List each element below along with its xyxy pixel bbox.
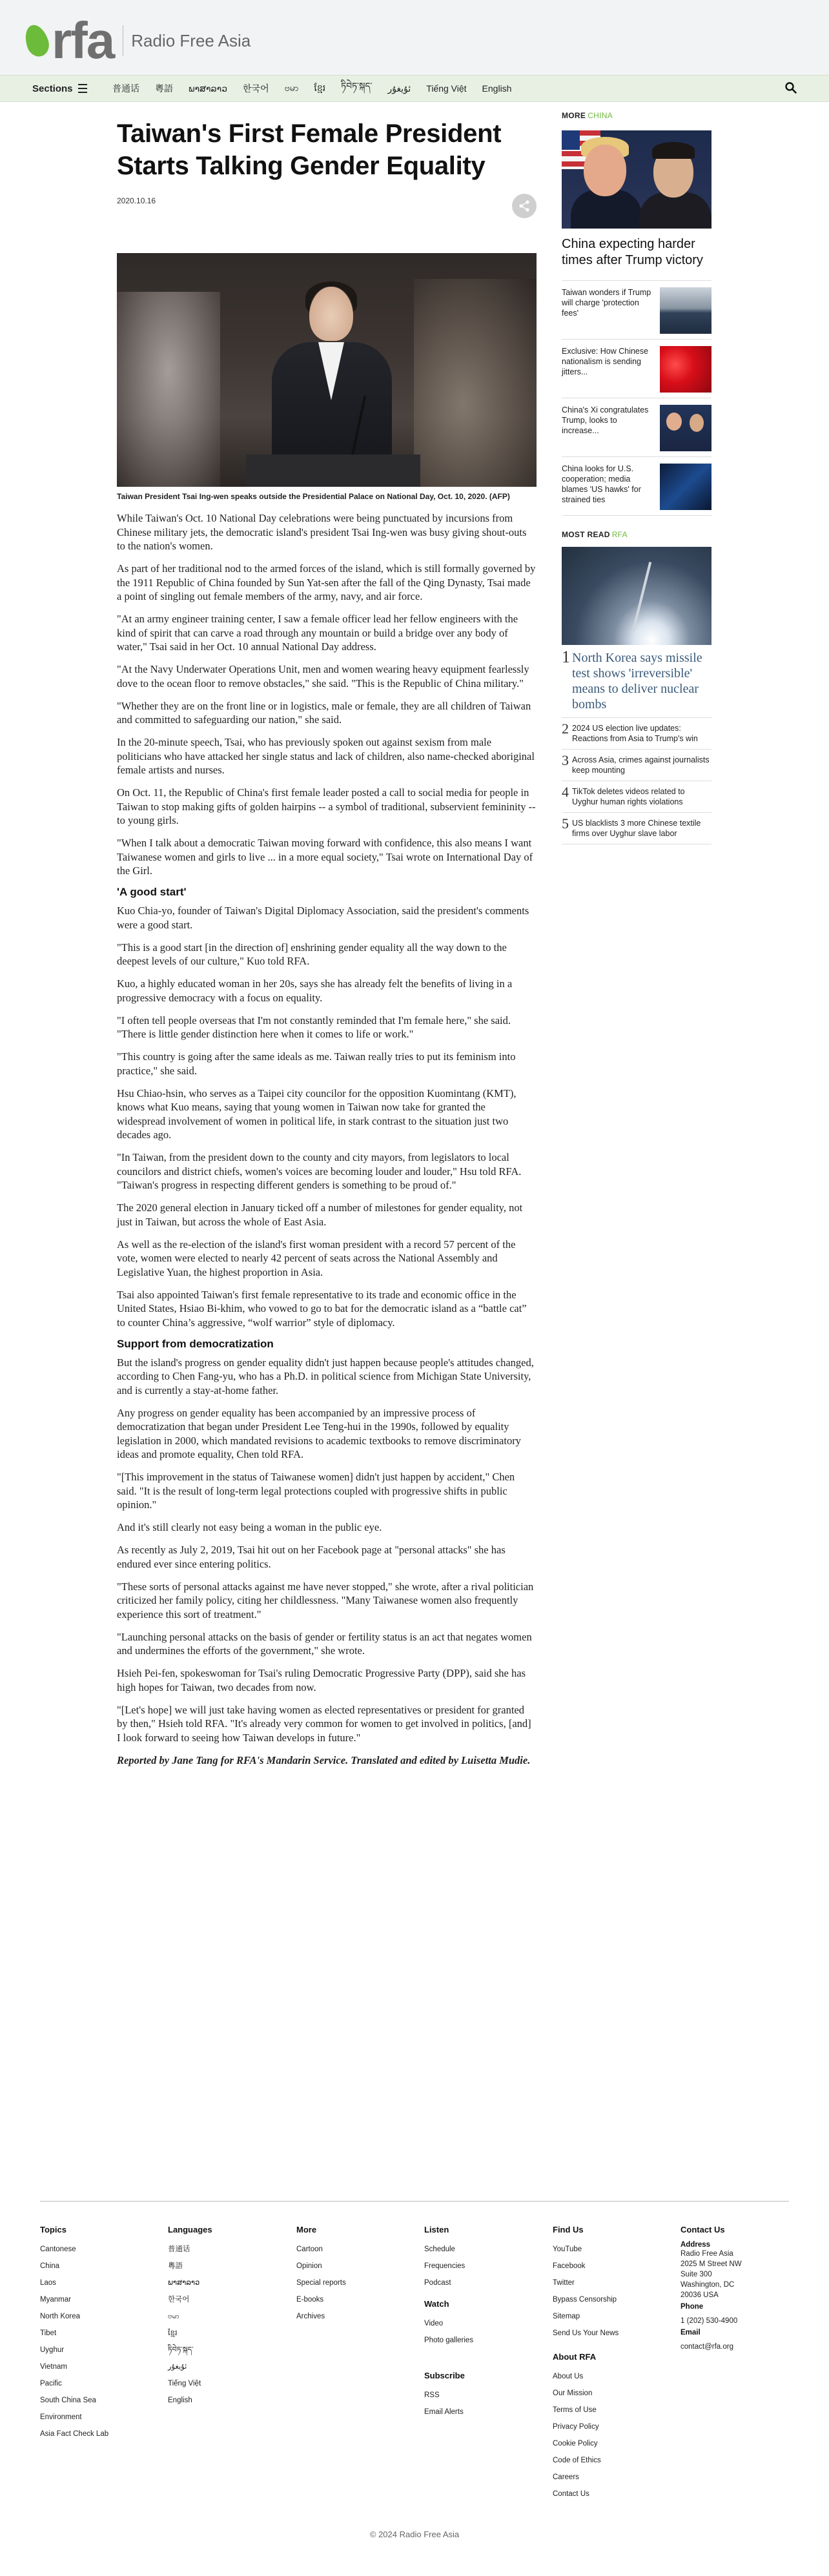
related-story[interactable] — [562, 340, 711, 398]
more-sub-label: CHINA — [588, 111, 613, 120]
most-read-item[interactable] — [562, 750, 711, 781]
section-heading: 'A good start' — [117, 886, 187, 898]
article-paragraph: "At the Navy Underwater Operations Unit, men and women wearing heavy equipment fearlessly dove to the ocean floor to remove obstacles," she said. "This is the Republic of China military." — [117, 663, 529, 690]
footer-heading: About RFA — [553, 2352, 597, 2362]
article-meta — [117, 194, 537, 222]
article-credit: Reported by Jane Tang for RFA's Mandarin Service. Translated and edited by Luisetta Mudie. — [117, 1753, 531, 1766]
site-header — [0, 0, 829, 75]
most-read-title: US blacklists 3 more Chinese textile firms over Uyghur slave labor — [572, 819, 701, 838]
featured-story-link[interactable]: China expecting harder times after Trump victory — [562, 237, 703, 267]
most-read-label — [562, 530, 711, 539]
article-paragraph: As recently as July 2, 2019, Tsai hit out on her Facebook page at "personal attacks" she has endured ever since entering politics. — [117, 1544, 506, 1570]
nav-language-link[interactable]: English — [482, 83, 512, 94]
footer-link[interactable]: Schedule — [424, 2245, 455, 2253]
footer-link[interactable]: E-books — [296, 2296, 324, 2304]
article-paragraph: But the island's progress on gender equality didn't just happen because people's attitudes changed, according to Chen Fang-yu, who has a Ph.D. in political science from Michigan State University, and is currently a stay-at-home father. — [117, 1356, 534, 1396]
most-read-sub: RFA — [611, 530, 628, 539]
footer-link[interactable]: Terms of Use — [553, 2406, 597, 2414]
footer-link[interactable]: English — [168, 2397, 192, 2404]
share-icon — [518, 199, 531, 212]
nav-language-link[interactable]: Tiếng Việt — [426, 83, 467, 94]
article-paragraph: Hsu Chiao-hsin, who serves as a Taipei city councilor for the opposition Kuomintang (KMT), knows what Kuo means, saying that young women in Taiwan now take for granted the widespread involvement of women in political life, in stark contrast to the situation just two decades ago. — [117, 1087, 517, 1141]
photo-caption: Taiwan President Tsai Ing-wen speaks outside the Presidential Palace on National Day, Oct. 10, 2020. (AFP) — [117, 492, 510, 501]
phone-number[interactable]: 1 (202) 530-4900 — [681, 2317, 738, 2325]
article-paragraph: "Launching personal attacks on the basis of gender or fertility status is an act that negates women and undermines the efforts of the government," she wrote. — [117, 1630, 532, 1657]
footer-link[interactable]: Facebook — [553, 2262, 586, 2270]
article-body — [117, 511, 537, 1767]
footer-more — [296, 2225, 346, 2325]
footer-link[interactable]: Sitemap — [553, 2313, 580, 2320]
most-read-item[interactable] — [562, 718, 711, 750]
article-paragraph: The 2020 general election in January ticked off a number of milestones for gender equality, not just in Taiwan, but across the whole of East Asia. — [117, 1201, 523, 1228]
address-line: Washington, DC — [681, 2281, 735, 2289]
footer-heading: Languages — [168, 2225, 212, 2234]
section-heading: Support from democratization — [117, 1337, 274, 1350]
footer-link[interactable]: 粵語 — [168, 2262, 183, 2270]
article-paragraph: Kuo Chia-yo, founder of Taiwan's Digital Diplomacy Association, said the president's comments were a good start. — [117, 905, 529, 931]
footer-link[interactable]: Uyghur — [40, 2346, 65, 2354]
sidebar — [562, 111, 711, 844]
address-line: 20036 USA — [681, 2291, 719, 2299]
article-paragraph: "These sorts of personal attacks against me have never stopped," she wrote, after a rival politician criticized her family policy, citing her childlessness. "Many Taiwanese women also frequently experience this sort of treatment." — [117, 1580, 534, 1620]
footer-link[interactable]: Careers — [553, 2473, 579, 2481]
search-icon[interactable] — [785, 82, 797, 94]
footer-link[interactable]: Frequencies — [424, 2262, 466, 2270]
logo-wordmark: rfa — [52, 12, 114, 69]
article-paragraph: "In Taiwan, from the president down to the county and city mayors, from legislators to local councilors and district chiefs, women's voices are becoming louder and louder," Hsu told RFA. "Taiwan's progress in respecting different genders is something to be proud of." — [117, 1151, 522, 1191]
related-story-thumbnail — [660, 346, 711, 393]
email-label: Email — [681, 2329, 701, 2336]
nav-language-link[interactable]: ཏིབེཏ་སྐད་ — [341, 81, 373, 91]
footer-link[interactable]: South China Sea — [40, 2397, 96, 2404]
footer-link[interactable]: Our Mission — [553, 2389, 593, 2397]
most-read-rank: 5 — [562, 815, 569, 832]
article-paragraph: As well as the re-election of the island's first woman president with a record 57 percent of the vote, women were elected to nearly 42 percent of seats across the National Assembly and Legislative Yuan, the highest proportion in Asia. — [117, 1238, 516, 1278]
related-story-title: China's Xi congratulates Trump, looks to increase... — [562, 405, 649, 435]
footer-link[interactable]: ئۇيغۇر — [168, 2363, 187, 2371]
share-button[interactable] — [512, 194, 537, 218]
article — [117, 111, 537, 1776]
article-date: 2020.10.16 — [117, 196, 156, 205]
nav-language-link[interactable]: 粵語 — [155, 83, 173, 94]
nav-language-link[interactable]: ខ្មែរ — [314, 82, 326, 93]
article-paragraph: "[This improvement in the status of Taiwanese women] didn't just happen by accident," Chen said. "It is the result of long-term legal protections coupled with progressive shifts in public opinion." — [117, 1471, 515, 1511]
address-line: Suite 300 — [681, 2271, 712, 2278]
address-line: Radio Free Asia — [681, 2250, 733, 2258]
sections-menu-button[interactable] — [32, 76, 87, 101]
sections-label: Sections — [32, 83, 73, 94]
footer-link[interactable]: Vietnam — [40, 2363, 67, 2371]
most-read-item[interactable] — [562, 781, 711, 813]
footer-link[interactable]: 한국어 — [168, 2296, 190, 2304]
related-story[interactable] — [562, 281, 711, 340]
nav-language-link[interactable]: 普通话 — [112, 83, 139, 94]
rfa-logo[interactable] — [26, 12, 251, 69]
email-link[interactable]: contact@rfa.org — [681, 2343, 733, 2351]
hamburger-icon — [78, 84, 87, 93]
article-paragraph: And it's still clearly not easy being a woman in the public eye. — [117, 1521, 382, 1533]
footer-link[interactable]: Asia Fact Check Lab — [40, 2430, 109, 2438]
footer-link[interactable]: Tibet — [40, 2329, 57, 2337]
article-paragraph: "When I talk about a democratic Taiwan moving forward with confidence, this also means I want Taiwanese women and girls to live ... in a more equal society," Tsai wrote on International Day of the Girl. — [117, 837, 533, 877]
most-read-rank: 2 — [562, 721, 569, 737]
main-nav — [0, 75, 829, 102]
footer-heading: Contact Us — [681, 2225, 725, 2234]
article-paragraph: "This country is going after the same ideals as me. Taiwan really tries to put its feminism into practice," she said. — [117, 1050, 516, 1077]
footer-link[interactable]: ພາສາລາວ — [168, 2279, 200, 2287]
article-paragraph: Hsieh Pei-fen, spokeswoman for Tsai's ruling Democratic Progressive Party (DPP), said she has high hopes for Taiwan, two decades from now. — [117, 1667, 526, 1693]
article-paragraph: "This is a good start [in the direction of] enshrining gender equality all the way down to the deepest levels of our culture," Kuo told RFA. — [117, 941, 507, 967]
most-read-title: MOST READ — [562, 530, 610, 539]
footer-link[interactable]: RSS — [424, 2391, 440, 2399]
more-china-label — [562, 111, 711, 120]
related-story-thumbnail — [660, 464, 711, 510]
article-paragraph: Kuo, a highly educated woman in her 20s, says she has already felt the benefits of living in a progressive democracy with a focus on equality. — [117, 977, 513, 1004]
related-story-title: Taiwan wonders if Trump will charge 'protection fees' — [562, 288, 651, 318]
phone-label: Phone — [681, 2303, 704, 2311]
footer-link[interactable]: About Us — [553, 2373, 584, 2380]
nav-language-link[interactable]: ພາສາລາວ — [189, 83, 228, 94]
footer-heading: Watch — [424, 2299, 449, 2309]
footer-link[interactable]: China — [40, 2262, 60, 2270]
article-paragraph: "Whether they are on the front line or in logistics, male or female, they are all children of Taiwan and committed to safeguarding our nation," she said. — [117, 699, 531, 726]
most-read-rank: 3 — [562, 752, 569, 768]
copyright: © 2024 Radio Free Asia — [369, 2530, 460, 2539]
article-paragraph: As part of her traditional nod to the armed forces of the island, which is still formally governed by the 1911 Republic of China founded by Sun Yat-sen after the fall of the Qing Dynasty, Tsai made a point of singling out female members of the army, navy, and air force. — [117, 562, 536, 602]
most-read-title: 2024 US election live updates: Reactions from Asia to Trump's win — [572, 724, 698, 743]
footer-link[interactable]: Cartoon — [296, 2245, 323, 2253]
footer-languages — [168, 2225, 212, 2409]
language-links — [112, 76, 527, 101]
article-headline: Taiwan's First Female President Starts Talking Gender Equality — [117, 119, 502, 180]
related-story-title: Exclusive: How Chinese nationalism is sending jitters... — [562, 347, 649, 376]
footer-link[interactable]: Send Us Your News — [553, 2329, 619, 2337]
related-story[interactable] — [562, 457, 711, 516]
most-read-item[interactable] — [562, 813, 711, 844]
footer-link[interactable]: Twitter — [553, 2279, 575, 2287]
footer-link[interactable]: YouTube — [553, 2245, 582, 2253]
footer-link[interactable]: Cantonese — [40, 2245, 76, 2253]
article-paragraph: In the 20-minute speech, Tsai, who has previously spoken out against sexism from male politicians who have attacked her single status and lack of children, also name-checked aboriginal female artists and nurses. — [117, 736, 535, 776]
most-read-title: TikTok deletes videos related to Uyghur human rights violations — [572, 787, 685, 806]
most-read-item[interactable] — [562, 645, 711, 718]
footer-link[interactable]: 普通话 — [168, 2245, 190, 2253]
footer-link[interactable]: Contact Us — [553, 2490, 589, 2498]
footer-link[interactable]: ဗမာ — [168, 2313, 179, 2320]
nav-language-link[interactable]: ဗမာ — [284, 82, 299, 93]
article-photo — [117, 253, 537, 487]
article-paragraph: "At an army engineer training center, I saw a female officer lead her fellow engineers with the kind of spirit that can carve a road through any mountain or build a bridge over any body of water," Tsai said in her Oct. 10 annual National Day address. — [117, 613, 518, 653]
footer-link[interactable]: Cookie Policy — [553, 2440, 598, 2448]
nav-language-link[interactable]: ئۇيغۇر — [387, 83, 411, 94]
footer-heading: Listen — [424, 2225, 449, 2234]
most-read-image[interactable] — [562, 547, 711, 645]
article-paragraph: Any progress on gender equality has been accompanied by an impressive process of democratization that began under President Lee Teng-hui in the 1990s, followed by equality legislation in 2000, which mandated revisions to academic textbooks to remove discriminatory ideas and promote equality, Chen told RFA. — [117, 1406, 521, 1460]
footer-heading: Subscribe — [424, 2371, 465, 2380]
most-read-title: Across Asia, crimes against journalists keep mounting — [572, 755, 710, 775]
leaf-icon — [21, 22, 52, 59]
footer-link[interactable]: Environment — [40, 2413, 82, 2421]
footer-link[interactable]: Email Alerts — [424, 2408, 464, 2416]
footer-link[interactable]: Code of Ethics — [553, 2457, 601, 2464]
footer-find-us — [553, 2225, 619, 2502]
address-line: 2025 M Street NW — [681, 2260, 742, 2268]
footer-link[interactable]: Myanmar — [40, 2296, 71, 2304]
most-read — [562, 530, 711, 844]
related-story[interactable] — [562, 398, 711, 457]
footer-divider — [40, 2201, 789, 2202]
footer-heading: Find Us — [553, 2225, 584, 2234]
footer-listen — [424, 2225, 473, 2420]
related-story-thumbnail — [660, 405, 711, 451]
logo-subtitle: Radio Free Asia — [131, 30, 251, 50]
footer-link[interactable]: Podcast — [424, 2279, 451, 2287]
footer-topics — [40, 2225, 108, 2442]
footer-link[interactable]: North Korea — [40, 2313, 81, 2320]
footer-link[interactable]: Tiếng Việt — [168, 2380, 201, 2387]
footer-heading: Topics — [40, 2225, 67, 2234]
related-story-thumbnail — [660, 287, 711, 334]
footer-link[interactable]: Photo galleries — [424, 2336, 474, 2344]
most-read-rank: 1 — [562, 648, 570, 666]
footer-link[interactable]: Laos — [40, 2279, 56, 2287]
footer-link[interactable]: Pacific — [40, 2380, 62, 2387]
address-label: Address — [681, 2241, 711, 2249]
footer-link[interactable]: Video — [424, 2320, 444, 2327]
related-stories — [562, 280, 711, 516]
article-paragraph: While Taiwan's Oct. 10 National Day celebrations were being punctuated by incursions from Chinese military jets, the democratic island's president Tsai Ing-wen was busy giving shout-outs to the nation's women. — [117, 512, 527, 552]
article-paragraph: "I often tell people overseas that I'm not constantly reminded that I'm female here," she said. "There is little gender distinction here when it comes to life or work." — [117, 1014, 511, 1040]
most-read-title: North Korea says missile test shows 'irreversible' means to deliver nuclear bombs — [572, 651, 702, 711]
footer-link[interactable]: Privacy Policy — [553, 2423, 599, 2431]
article-paragraph: Tsai also appointed Taiwan's first female representative to its trade and economic office in the United States, Hsiao Bi-khim, who vowed to go to bat for the democratic island as a “battle cat” to counter China’s aggressive, “wolf warrior” style of diplomacy. — [117, 1288, 527, 1329]
article-paragraph: On Oct. 11, the Republic of China's first female leader posted a call to social media for people in Taiwan to stop making gifts of golden hairpins -- a symbol of traditional, subservient femininity -- to young girls. — [117, 786, 536, 826]
footer-link[interactable]: Opinion — [296, 2262, 322, 2270]
more-label: MORE — [562, 111, 586, 120]
footer-link[interactable]: Bypass Censorship — [553, 2296, 617, 2304]
footer-heading: More — [296, 2225, 317, 2234]
most-read-rank: 4 — [562, 784, 569, 800]
footer-link[interactable]: Archives — [296, 2313, 325, 2320]
footer-contact — [681, 2225, 742, 2352]
featured-story-image[interactable] — [562, 130, 711, 229]
nav-language-link[interactable]: 한국어 — [243, 83, 269, 94]
related-story-title: China looks for U.S. cooperation; media blames 'US hawks' for strained ties — [562, 464, 641, 504]
footer-link[interactable]: ខ្មែរ — [168, 2329, 178, 2337]
footer-link[interactable]: Special reports — [296, 2279, 346, 2287]
footer-link[interactable]: ཏིབེཏ་སྐད་ — [168, 2346, 194, 2354]
article-paragraph: "[Let's hope] we will just take having women as elected representatives or president for granted by then," Hsieh told RFA. "It's already very common for women to get involved in politics, [and] I look forward to seeing how Taiwan develops in future." — [117, 1703, 531, 1744]
